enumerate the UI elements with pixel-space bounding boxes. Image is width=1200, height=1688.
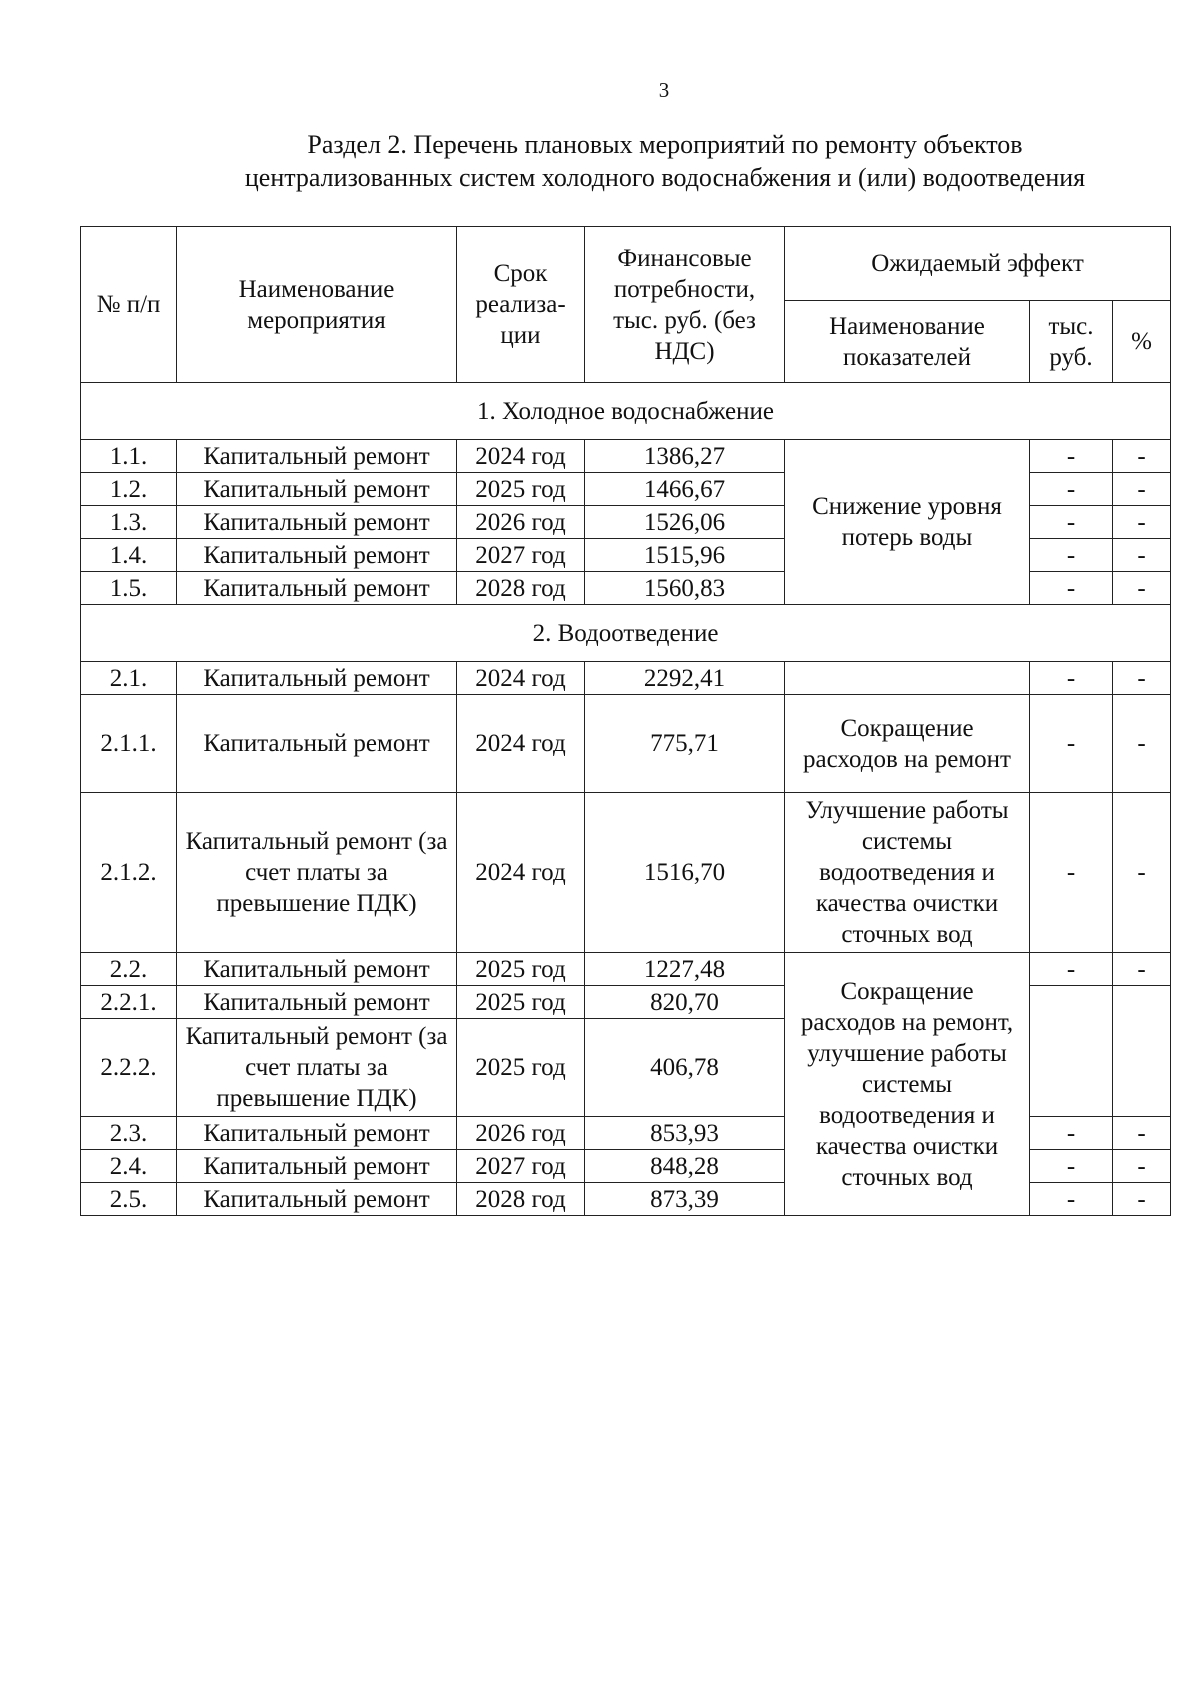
row-rub: -: [1030, 1117, 1113, 1150]
effect-cell: Снижение уровня потерь воды: [785, 440, 1030, 605]
header-rub: тыс. руб.: [1030, 301, 1113, 383]
row-num: 2.2.: [81, 953, 177, 986]
row-finance: 775,71: [585, 695, 785, 793]
row-finance: 1516,70: [585, 793, 785, 953]
row-period: 2024 год: [457, 440, 585, 473]
row-pct: -: [1113, 662, 1171, 695]
row-period: 2027 год: [457, 1150, 585, 1183]
row-pct: -: [1113, 953, 1171, 986]
header-indicator: Наименование показателей: [785, 301, 1030, 383]
row-name: Капитальный ремонт: [177, 695, 457, 793]
effect-cell: [785, 662, 1030, 695]
row-finance: 1515,96: [585, 539, 785, 572]
row-num: 2.1.1.: [81, 695, 177, 793]
row-pct: -: [1113, 1150, 1171, 1183]
row-rub: -: [1030, 473, 1113, 506]
row-period: 2025 год: [457, 473, 585, 506]
row-num: 2.3.: [81, 1117, 177, 1150]
effect-cell: Сокращение расходов на ремонт: [785, 695, 1030, 793]
row-pct: -: [1113, 440, 1171, 473]
header-row: [81, 227, 1171, 301]
section-title: 2. Водоотведение: [81, 605, 1171, 662]
row-num: 2.5.: [81, 1183, 177, 1216]
row-finance: 848,28: [585, 1150, 785, 1183]
row-pct: -: [1113, 793, 1171, 953]
row-finance: 873,39: [585, 1183, 785, 1216]
row-num: 2.2.1.: [81, 986, 177, 1019]
row-name: Капитальный ремонт: [177, 572, 457, 605]
row-finance: 853,93: [585, 1117, 785, 1150]
row-period: 2026 год: [457, 1117, 585, 1150]
row-finance: 1227,48: [585, 953, 785, 986]
row-finance: 1526,06: [585, 506, 785, 539]
row-num: 2.1.2.: [81, 793, 177, 953]
table-row: [81, 695, 1171, 793]
row-name: Капитальный ремонт: [177, 440, 457, 473]
row-num: 1.3.: [81, 506, 177, 539]
row-rub: -: [1030, 1150, 1113, 1183]
row-pct: -: [1113, 506, 1171, 539]
row-period: 2025 год: [457, 986, 585, 1019]
header-effect: Ожидаемый эффект: [785, 227, 1171, 301]
row-pct: -: [1113, 572, 1171, 605]
row-finance: 1560,83: [585, 572, 785, 605]
row-name: Капитальный ремонт: [177, 1150, 457, 1183]
row-rub: -: [1030, 506, 1113, 539]
row-period: 2026 год: [457, 506, 585, 539]
row-name: Капитальный ремонт: [177, 506, 457, 539]
row-name: Капитальный ремонт: [177, 1183, 457, 1216]
row-pct: -: [1113, 695, 1171, 793]
row-rub: -: [1030, 953, 1113, 986]
row-finance: 1386,27: [585, 440, 785, 473]
row-name: Капитальный ремонт: [177, 539, 457, 572]
row-name: Капитальный ремонт: [177, 1117, 457, 1150]
row-period: 2025 год: [457, 953, 585, 986]
row-pct: -: [1113, 1183, 1171, 1216]
row-name: Капитальный ремонт: [177, 473, 457, 506]
page-number: 3: [658, 78, 670, 102]
row-pct: [1113, 986, 1171, 1117]
row-period: 2024 год: [457, 793, 585, 953]
title-line-1: Раздел 2. Перечень плановых мероприятий по ремонту объектов: [307, 130, 1023, 159]
row-rub: -: [1030, 793, 1113, 953]
page-title: [150, 128, 1180, 194]
row-name: Капитальный ремонт (за счет платы за превышение ПДК): [177, 1019, 457, 1117]
row-rub: -: [1030, 440, 1113, 473]
row-period: 2028 год: [457, 1183, 585, 1216]
row-period: 2028 год: [457, 572, 585, 605]
header-name: Наименование мероприятия: [177, 227, 457, 383]
row-finance: 820,70: [585, 986, 785, 1019]
row-period: 2027 год: [457, 539, 585, 572]
row-rub: -: [1030, 572, 1113, 605]
row-num: 1.1.: [81, 440, 177, 473]
row-rub: -: [1030, 539, 1113, 572]
row-period: 2025 год: [457, 1019, 585, 1117]
row-name: Капитальный ремонт: [177, 986, 457, 1019]
effect-cell: Улучшение работы системы водоотведения и качества очистки сточных вод: [785, 793, 1030, 953]
row-period: 2024 год: [457, 695, 585, 793]
table-row: [81, 662, 1171, 695]
row-num: 2.4.: [81, 1150, 177, 1183]
row-name: Капитальный ремонт (за счет платы за превышение ПДК): [177, 793, 457, 953]
header-finance: Финансовые потребности, тыс. руб. (без НДС): [585, 227, 785, 383]
row-finance: 2292,41: [585, 662, 785, 695]
table-row: [81, 793, 1171, 953]
section-row: [81, 605, 1171, 662]
row-num: 1.5.: [81, 572, 177, 605]
row-rub: -: [1030, 695, 1113, 793]
row-pct: -: [1113, 539, 1171, 572]
row-num: 1.2.: [81, 473, 177, 506]
header-num: № п/п: [81, 227, 177, 383]
row-finance: 406,78: [585, 1019, 785, 1117]
header-period: Срок реализа-ции: [457, 227, 585, 383]
effect-cell: Сокращение расходов на ремонт, улучшение работы системы водоотведения и качества очистки сточных вод: [785, 953, 1030, 1216]
section-row: [81, 383, 1171, 440]
title-line-2: централизованных систем холодного водоснабжения и (или) водоотведения: [244, 163, 1086, 192]
row-name: Капитальный ремонт: [177, 662, 457, 695]
row-finance: 1466,67: [585, 473, 785, 506]
row-pct: -: [1113, 1117, 1171, 1150]
row-rub: -: [1030, 662, 1113, 695]
table-row: [81, 440, 1171, 473]
row-num: 2.1.: [81, 662, 177, 695]
row-rub: -: [1030, 1183, 1113, 1216]
row-rub: [1030, 986, 1113, 1117]
row-name: Капитальный ремонт: [177, 953, 457, 986]
row-num: 1.4.: [81, 539, 177, 572]
repair-plan-table: [80, 226, 1171, 1216]
header-percent: %: [1113, 301, 1171, 383]
section-title: 1. Холодное водоснабжение: [81, 383, 1171, 440]
row-num: 2.2.2.: [81, 1019, 177, 1117]
row-period: 2024 год: [457, 662, 585, 695]
row-pct: -: [1113, 473, 1171, 506]
table-row: [81, 953, 1171, 986]
